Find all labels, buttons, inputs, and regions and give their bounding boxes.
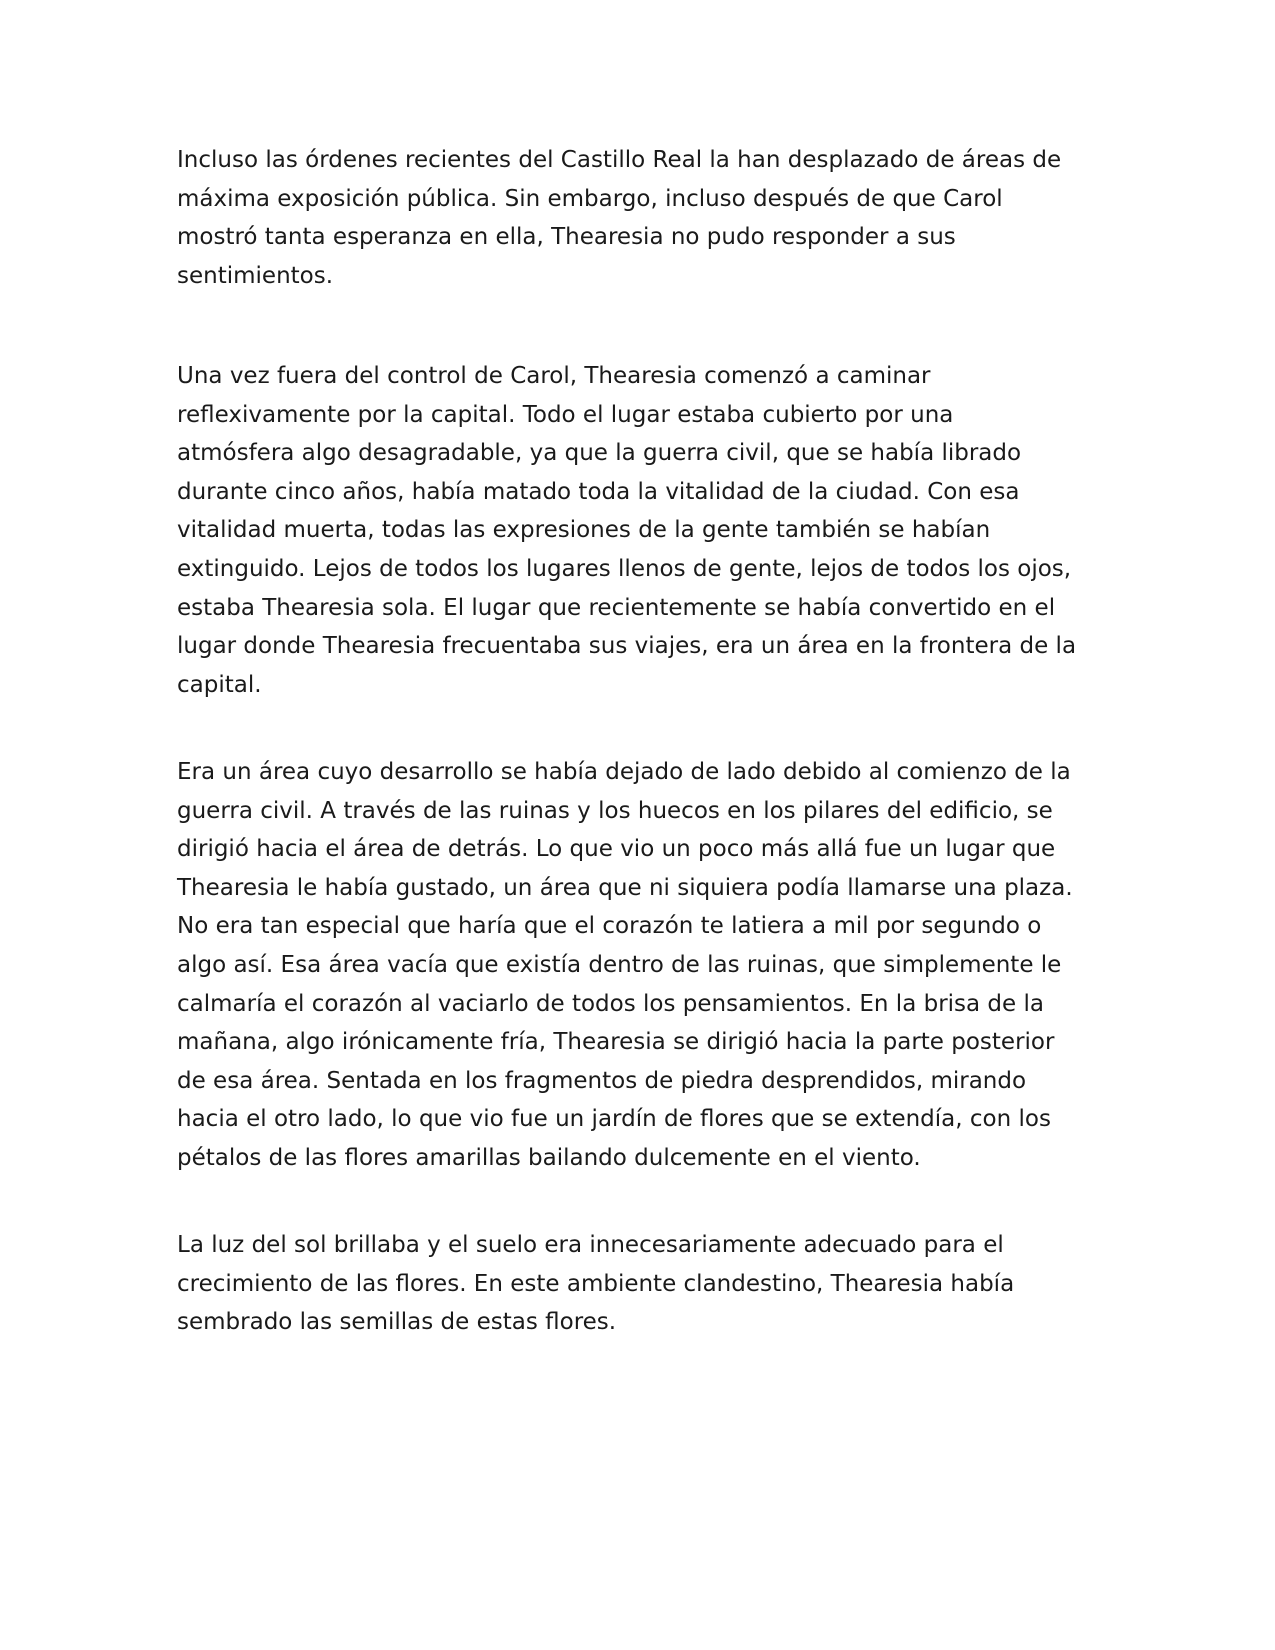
paragraph-line: algo así. Esa área vacía que existía dentro de las ruinas, que simplemente le: [177, 951, 1062, 978]
paragraph-line: Incluso las órdenes recientes del Castillo Real la han desplazado de áreas de: [177, 147, 1062, 173]
paragraph-line: mañana, algo irónicamente fría, Thearesia se dirigió hacia la parte posterior: [177, 1029, 1055, 1056]
paragraph-line: guerra civil. A través de las ruinas y los huecos en los pilares del edificio, se: [177, 797, 1053, 824]
paragraph-line: dirigió hacia el área de detrás. Lo que vio un poco más allá fue un lugar que: [177, 836, 1056, 863]
paragraph-line: Una vez fuera del control de Carol, Thearesia comenzó a caminar: [177, 363, 931, 389]
paragraph-line: pétalos de las flores amarillas bailando dulcemente en el viento.: [177, 1144, 921, 1171]
paragraph-line: estaba Thearesia sola. El lugar que recientemente se había convertido en el: [177, 594, 1056, 621]
paragraph-line: máxima exposición pública. Sin embargo, incluso después de que Carol: [177, 185, 1003, 212]
paragraph-line: sembrado las semillas de estas flores.: [177, 1309, 617, 1336]
paragraph-line: durante cinco años, había matado toda la vitalidad de la ciudad. Con esa: [177, 478, 1020, 505]
paragraph-3: [177, 753, 1107, 1178]
paragraph-line: de esa área. Sentada en los fragmentos de piedra desprendidos, mirando: [177, 1067, 1027, 1094]
paragraph-line: mostró tanta esperanza en ella, Thearesia no pudo responder a sus: [177, 224, 956, 251]
paragraph-2: [177, 357, 1107, 704]
paragraph-line: La luz del sol brillaba y el suelo era innecesariamente adecuado para el: [177, 1232, 1004, 1258]
paragraph-line: capital.: [177, 671, 262, 698]
paragraph-4: [177, 1226, 1107, 1342]
paragraph-line: crecimiento de las flores. En este ambiente clandestino, Thearesia había: [177, 1270, 1015, 1297]
paragraph-line: vitalidad muerta, todas las expresiones de la gente también se habían: [177, 517, 991, 544]
paragraph-1: [177, 141, 1107, 295]
paragraph-line: Thearesia le había gustado, un área que ni siquiera podía llamarse una plaza.: [177, 874, 1073, 901]
paragraph-line: sentimientos.: [177, 262, 334, 289]
paragraph-line: calmaría el corazón al vaciarlo de todos los pensamientos. En la brisa de la: [177, 990, 1044, 1017]
paragraph-line: hacia el otro lado, lo que vio fue un jardín de flores que se extendía, con los: [177, 1106, 1051, 1133]
paragraph-line: No era tan especial que haría que el corazón te latiera a mil por segundo o: [177, 913, 1042, 940]
paragraph-line: reflexivamente por la capital. Todo el lugar estaba cubierto por una: [177, 401, 954, 428]
paragraph-line: atmósfera algo desagradable, ya que la guerra civil, que se había librado: [177, 440, 1022, 467]
paragraph-line: Era un área cuyo desarrollo se había dejado de lado debido al comienzo de la: [177, 759, 1071, 785]
paragraph-line: extinguido. Lejos de todos los lugares llenos de gente, lejos de todos los ojos,: [177, 555, 1072, 582]
paragraph-line: lugar donde Thearesia frecuentaba sus viajes, era un área en la frontera de la: [177, 633, 1077, 660]
